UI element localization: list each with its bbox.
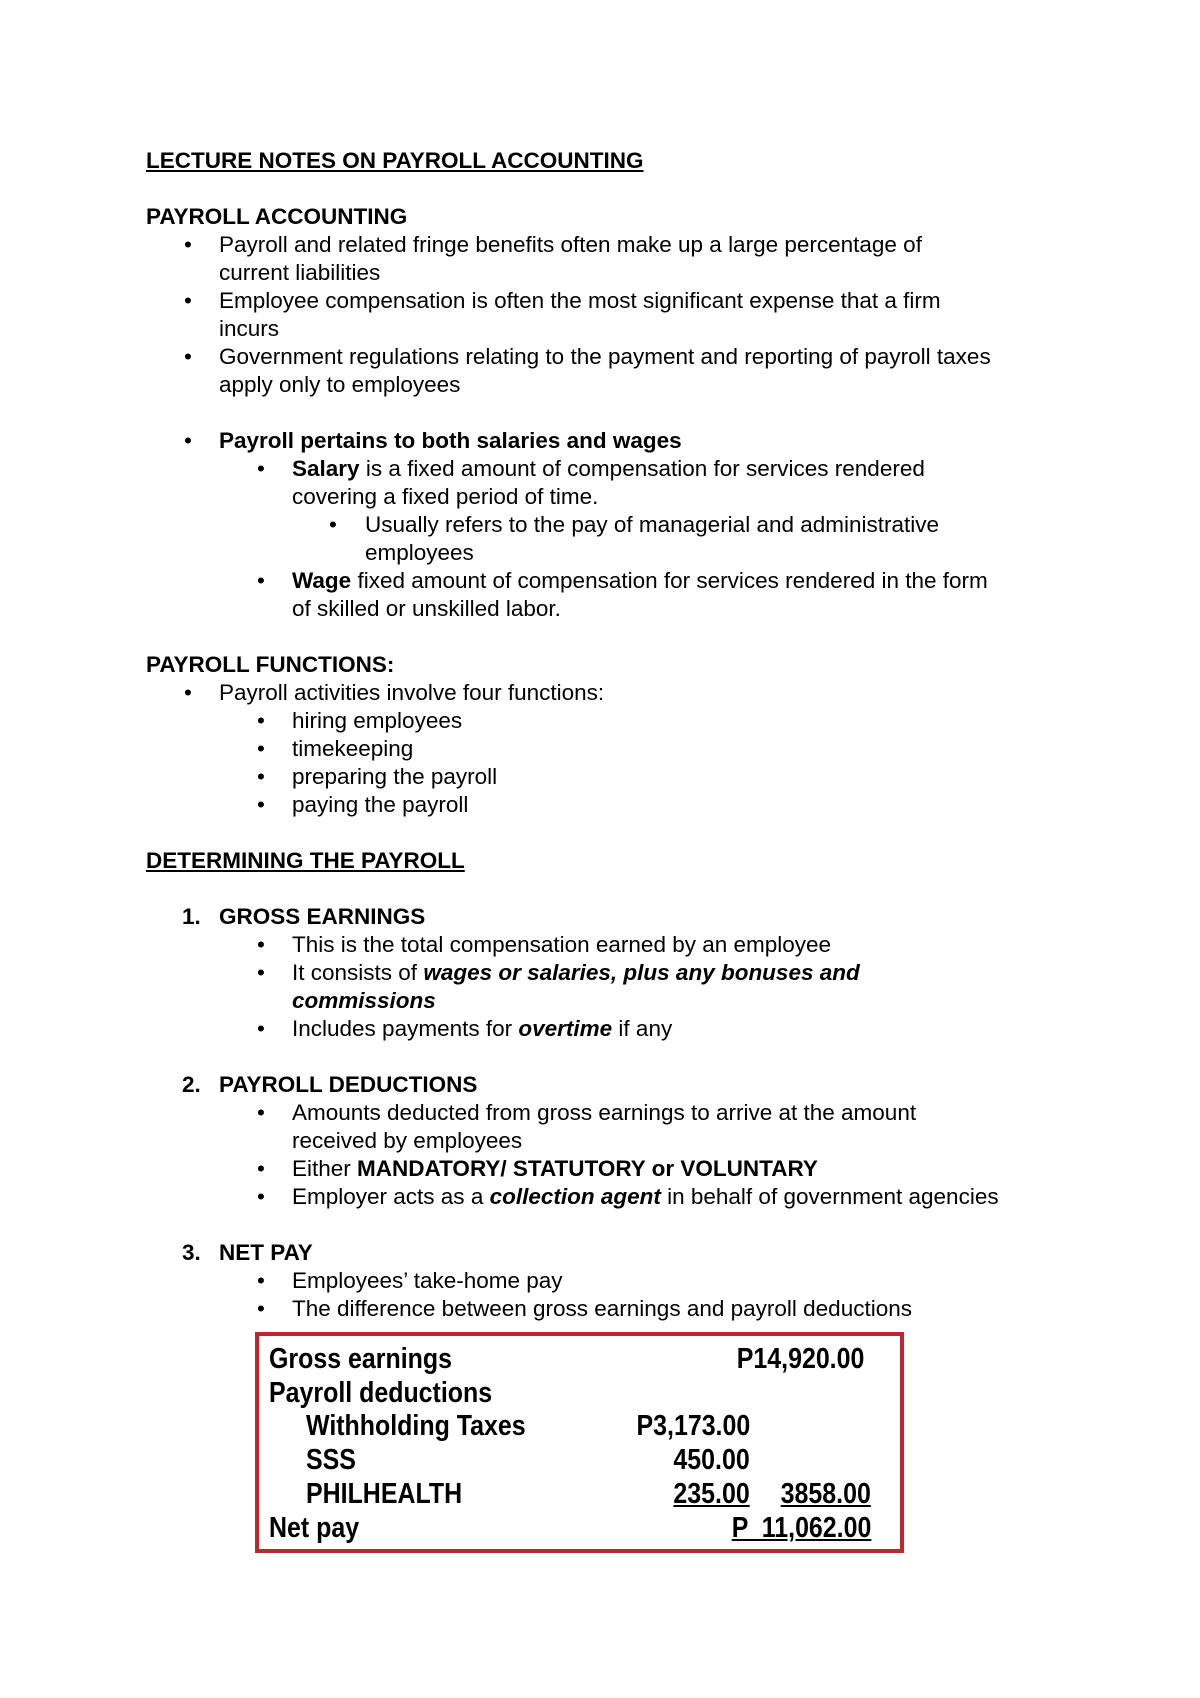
list-item-continued: incurs: [219, 316, 280, 341]
sss-label: SSS: [306, 1444, 356, 1476]
list-item-continued: of skilled or unskilled labor.: [292, 596, 561, 621]
gross-earnings-amount: P14,920.00: [736, 1343, 864, 1375]
list-item-wage: • Wage fixed amount of compensation for services rendered in the form: [257, 568, 988, 593]
net-pay-summary-box: [255, 1332, 904, 1553]
list-item: • hiring employees: [257, 708, 463, 733]
list-item: • Either MANDATORY/ STATUTORY or VOLUNTARY: [257, 1156, 818, 1181]
section-heading-payroll-functions: PAYROLL FUNCTIONS:: [146, 652, 395, 677]
list-item-continued: received by employees: [292, 1128, 523, 1153]
list-item-continued: current liabilities: [219, 260, 381, 285]
list-item: • It consists of wages or salaries, plus any bonuses and: [257, 960, 860, 985]
numbered-heading-net-pay: 3. NET PAY: [182, 1240, 313, 1265]
list-item: • Payroll pertains to both salaries and wages: [184, 428, 682, 453]
list-item: • Payroll and related fringe benefits often make up a large percentage of: [184, 232, 922, 257]
total-deductions-amount: 3858.00: [780, 1478, 871, 1510]
list-item: • timekeeping: [257, 736, 414, 761]
section-heading-payroll-accounting: PAYROLL ACCOUNTING: [146, 204, 408, 229]
list-item: • preparing the payroll: [257, 764, 498, 789]
list-item: • This is the total compensation earned by an employee: [257, 932, 832, 957]
philhealth-amount: 235.00: [673, 1478, 750, 1510]
list-item-continued: employees: [365, 540, 474, 565]
list-item: • Includes payments for overtime if any: [257, 1016, 673, 1041]
gross-earnings-label: Gross earnings: [269, 1343, 452, 1375]
list-item-continued: apply only to employees: [219, 372, 461, 397]
numbered-heading-gross-earnings: 1. GROSS EARNINGS: [182, 904, 426, 929]
list-item: • Payroll activities involve four functions:: [184, 680, 605, 705]
withholding-taxes-amount: P3,173.00: [636, 1410, 750, 1442]
list-item: • Employees’ take-home pay: [257, 1268, 563, 1293]
section-title-determining-payroll: DETERMINING THE PAYROLL: [146, 848, 465, 873]
list-item: • paying the payroll: [257, 792, 469, 817]
net-pay-label: Net pay: [269, 1512, 360, 1544]
net-pay-amount: P 11,062.00: [731, 1512, 871, 1544]
list-item: • The difference between gross earnings and payroll deductions: [257, 1296, 912, 1321]
sss-amount: 450.00: [673, 1444, 750, 1476]
list-item-continued: commissions: [292, 988, 436, 1013]
list-item: • Amounts deducted from gross earnings to arrive at the amount: [257, 1100, 917, 1125]
list-item-salary: • Salary is a fixed amount of compensation for services rendered: [257, 456, 925, 481]
numbered-heading-payroll-deductions: 2. PAYROLL DEDUCTIONS: [182, 1072, 478, 1097]
philhealth-label: PHILHEALTH: [306, 1478, 463, 1510]
list-item: • Government regulations relating to the payment and reporting of payroll taxes: [184, 344, 991, 369]
list-item: • Employer acts as a collection agent in behalf of government agencies: [257, 1184, 999, 1209]
withholding-taxes-label: Withholding Taxes: [306, 1410, 526, 1442]
document-title: LECTURE NOTES ON PAYROLL ACCOUNTING: [146, 148, 644, 173]
list-item: • Usually refers to the pay of managerial and administrative: [329, 512, 940, 537]
list-item: • Employee compensation is often the most significant expense that a firm: [184, 288, 941, 313]
list-item-continued: covering a fixed period of time.: [292, 484, 599, 509]
document-page: [146, 147, 1106, 1323]
payroll-deductions-label: Payroll deductions: [269, 1377, 493, 1409]
